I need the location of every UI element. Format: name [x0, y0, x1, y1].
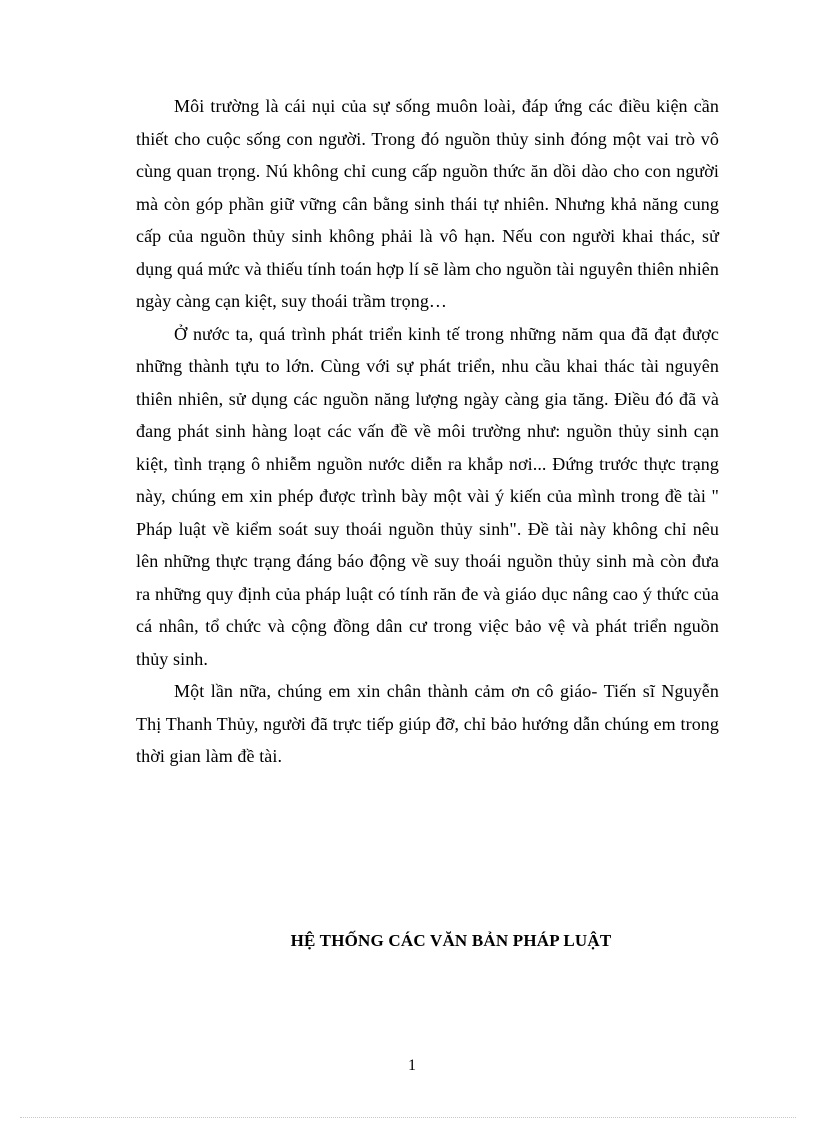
- page-break-divider: [20, 1117, 796, 1118]
- section-heading: HỆ THỐNG CÁC VĂN BẢN PHÁP LUẬT: [290, 931, 612, 950]
- body-text: [136, 90, 719, 773]
- paragraph-introduction: Môi trường là cái nụi của sự sống muôn loài, đáp ứng các điều kiện cần thiết cho cuộc sống con người. Trong đó nguồn thủy sinh đóng một vai trò vô cùng quan trọng. Nú không chỉ cung cấp nguồn thức ăn dồi dào cho con người mà còn góp phần giữ vững cân bằng sinh thái tự nhiên. Nhưng khả năng cung cấp của nguồn thủy sinh không phải là vô hạn. Nếu con người khai thác, sử dụng quá mức và thiếu tính toán hợp lí sẽ làm cho nguồn tài nguyên thiên nhiên ngày càng cạn kiệt, suy thoái trầm trọng…: [136, 96, 719, 311]
- paragraph-acknowledgement: Một lần nữa, chúng em xin chân thành cảm ơn cô giáo- Tiến sĩ Nguyễn Thị Thanh Thủy, người đã trực tiếp giúp đỡ, chỉ bảo hướng dẫn chúng em trong thời gian làm đề tài.: [136, 681, 719, 766]
- page-number: 1: [408, 1057, 416, 1074]
- paragraph-context: Ở nước ta, quá trình phát triển kinh tế trong những năm qua đã đạt được những thành tựu to lớn. Cùng với sự phát triển, nhu cầu khai thác tài nguyên thiên nhiên, sử dụng các nguồn năng lượng ngày càng gia tăng. Điều đó đã và đang phát sinh hàng loạt các vấn đề về môi trường như: nguồn thủy sinh cạn kiệt, tình trạng ô nhiễm nguồn nước diễn ra khắp nơi... Đứng trước thực trạng này, chúng em xin phép được trình bày một vài ý kiến của mình trong đề tài " Pháp luật về kiểm soát suy thoái nguồn thủy sinh". Đề tài này không chỉ nêu lên những thực trạng đáng báo động về suy thoái nguồn thủy sinh mà còn đưa ra những quy định của pháp luật có tính răn đe và giáo dục nâng cao ý thức của cá nhân, tổ chức và cộng đồng dân cư trong việc bảo vệ và phát triển nguồn thủy sinh.: [136, 323, 719, 669]
